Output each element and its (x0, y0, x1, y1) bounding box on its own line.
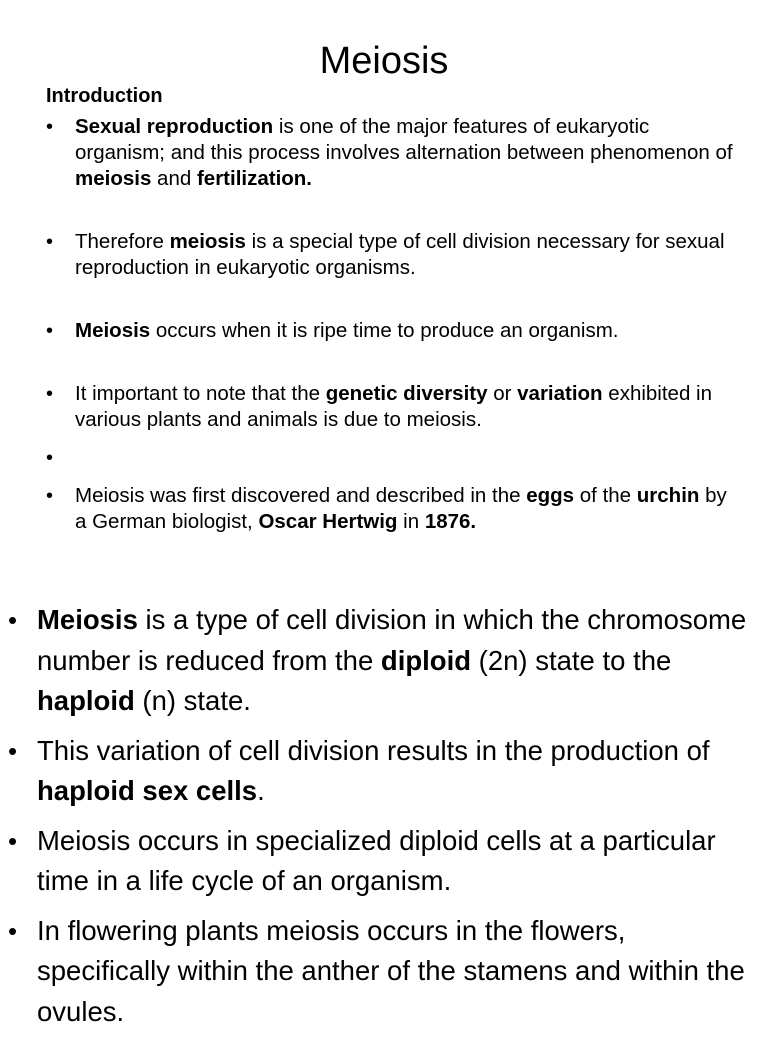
bullet-icon: • (8, 915, 18, 946)
bold-term: variation (517, 382, 603, 405)
text-span: of the (574, 484, 637, 507)
text-span: is one of the major features of eukaryotic organism; and this process involves alternation between phenomenon of (75, 115, 733, 164)
page-title: Meiosis (319, 40, 449, 83)
text-span: This variation of cell division results in the production of (37, 734, 710, 766)
list-item (46, 229, 736, 281)
text-span: and (151, 167, 197, 190)
text-span: It important to note that the (75, 382, 326, 405)
bullet-icon: • (8, 825, 18, 856)
bold-term: diploid (380, 644, 472, 676)
text-span: occurs when it is ripe time to produce an organism. (150, 319, 619, 342)
text-span: by a German biologist, (75, 484, 727, 533)
list-item (8, 911, 753, 1033)
bullet-icon: • (8, 735, 18, 766)
bold-term: meiosis (169, 230, 246, 253)
section-heading-introduction: Introduction (46, 85, 163, 107)
text-span: (2n) state to the (471, 644, 672, 676)
bold-term: haploid sex cells (37, 775, 258, 806)
text-span: exhibited in various plants and animals is due to meiosis. (75, 382, 713, 431)
list-item (8, 731, 753, 812)
list-item (46, 318, 736, 344)
bold-term: Oscar Hertwig (258, 510, 398, 533)
bullet-icon: • (46, 320, 54, 342)
bold-term: 1876. (424, 510, 477, 533)
text-span: Meiosis was first discovered and described in the (75, 484, 527, 507)
bold-term: Meiosis (37, 604, 138, 635)
bullet-icon: • (46, 383, 54, 405)
main-bullet-list (8, 600, 753, 1041)
list-item (46, 381, 736, 433)
text-span: (n) state. (134, 685, 251, 716)
bold-term: urchin (636, 484, 700, 507)
list-item (46, 483, 736, 535)
bold-term: genetic diversity (325, 382, 488, 405)
list-item (8, 821, 753, 902)
list-item (8, 600, 753, 722)
text-span: is a type of cell division in which the chromosome number is reduced from the (37, 604, 747, 676)
introduction-bullet-list (46, 114, 736, 535)
text-span: in (397, 510, 425, 533)
bold-term: meiosis (75, 167, 152, 190)
bold-term: eggs (526, 484, 575, 507)
bullet-icon: • (46, 485, 54, 507)
text-span (75, 446, 81, 469)
list-item (46, 114, 736, 192)
list-item-empty (46, 445, 736, 471)
text-span: . (257, 775, 265, 806)
bold-term: Sexual reproduction (75, 115, 274, 138)
bullet-icon: • (46, 231, 54, 253)
text-span: In flowering plants meiosis occurs in the flowers, specifically within the anther of the stamens and within the ovules. (37, 914, 745, 1027)
bullet-icon: • (8, 605, 18, 635)
text-span: is a special type of cell division necessary for sexual reproduction in eukaryotic organisms. (75, 230, 725, 279)
text-span: Meiosis occurs in specialized diploid cells at a particular time in a life cycle of an organism. (37, 824, 716, 896)
bold-term: Meiosis (75, 319, 151, 342)
bullet-icon: • (46, 116, 54, 138)
bold-term: haploid (37, 685, 135, 716)
bullet-icon: • (46, 447, 54, 469)
text-span: or (487, 382, 518, 405)
text-span: Therefore (75, 230, 170, 253)
bold-term: fertilization. (196, 167, 313, 190)
